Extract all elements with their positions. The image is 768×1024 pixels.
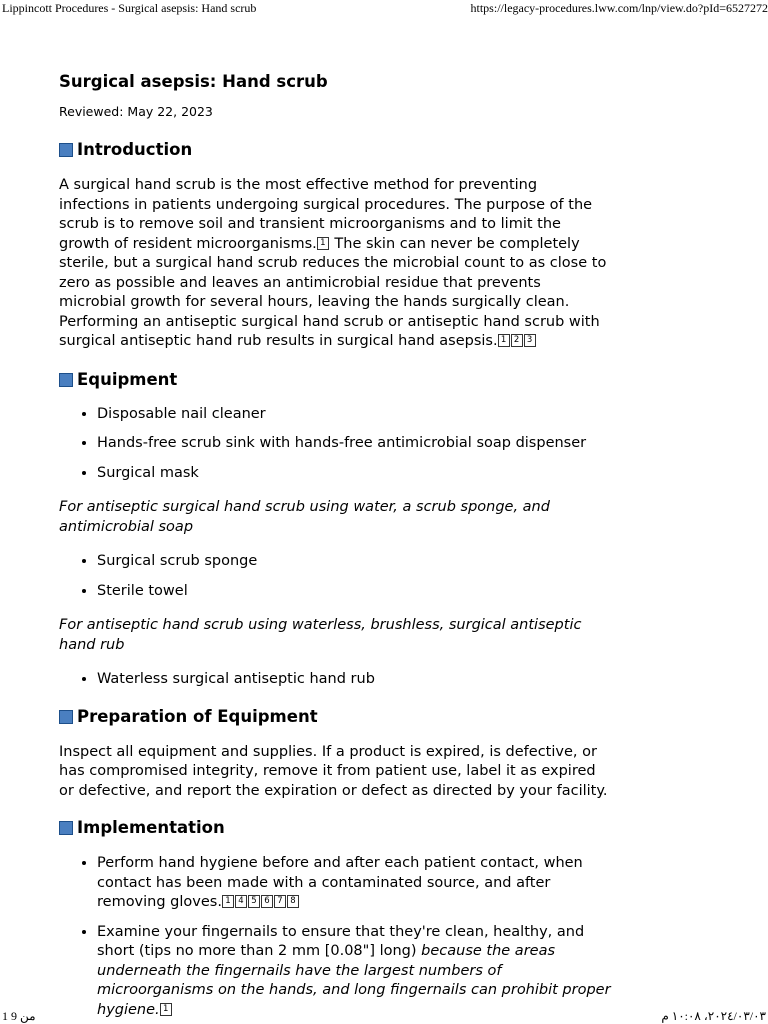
list-item-text: Examine your fingernails to ensure that they're clean, healthy, and short (tips no more than 2 mm [0.08"] long)	[97, 923, 585, 959]
section-heading-preparation	[59, 706, 611, 728]
article-content	[59, 70, 611, 1018]
list-item: • Surgical scrub sponge	[97, 552, 611, 572]
article-title: Surgical asepsis: Hand scrub	[59, 72, 328, 91]
print-datetime: ٢٠٢٤/٠٣/٠٣، ١٠:٠٨ م	[661, 1009, 766, 1023]
equipment-note: For antiseptic hand scrub using waterless, brushless, surgical antiseptic hand rub	[59, 617, 582, 653]
reference-link[interactable]: 1	[160, 1003, 172, 1016]
paragraph-text: A surgical hand scrub is the most effective method for preventing infections in patients undergoing surgical procedures. The purpose of the scrub is to remove soil and transient microorganisms and to limit the growth of resident microorganisms.	[59, 177, 593, 252]
section-square-icon	[59, 373, 73, 387]
list-item: • Surgical mask	[97, 464, 611, 484]
list-item: • Hands-free scrub sink with hands-free antimicrobial soap dispenser	[97, 434, 611, 454]
reference-link[interactable]: 3	[524, 334, 536, 347]
list-item-text: Perform hand hygiene before and after each patient contact, when contact has been made with a contaminated source, and after removing gloves.	[97, 855, 583, 910]
section-heading-equipment	[59, 369, 611, 391]
section-square-icon	[59, 710, 73, 724]
reference-link[interactable]: 1	[222, 895, 234, 908]
preparation-paragraph: Inspect all equipment and supplies. If a product is expired, is defective, or has compromised integrity, remove it from patient use, label it as expired or defective, and report the expiration or defect as directed by your facility.	[59, 743, 608, 799]
section-heading-implementation	[59, 817, 611, 839]
print-header-title: Lippincott Procedures - Surgical asepsis: Hand scrub	[2, 1, 257, 15]
list-item: • Disposable nail cleaner	[97, 405, 611, 425]
reference-link[interactable]: 5	[248, 895, 260, 908]
section-square-icon	[59, 143, 73, 157]
list-item-rationale: because the areas underneath the fingernails have the largest numbers of microorganisms on the hands, and long fingernails can prohibit proper hygiene.	[97, 943, 611, 1018]
page-number: 1 من 9	[2, 1009, 36, 1023]
introduction-paragraph	[59, 176, 611, 352]
section-title: Introduction	[77, 140, 193, 159]
equipment-list	[59, 552, 611, 601]
reviewed-date: Reviewed: May 22, 2023	[59, 104, 213, 119]
reference-link[interactable]: 7	[274, 895, 286, 908]
print-header	[0, 0, 768, 16]
section-title: Implementation	[77, 818, 225, 837]
reference-link[interactable]: 4	[235, 895, 247, 908]
paragraph-text: The skin can never be completely sterile, but a surgical hand scrub reduces the microbial count to as close to zero as possible and leaves an antimicrobial residue that prevents microbial growth for several hours, leaving the hands surgically clean. Performing an antiseptic surgical hand scrub or antiseptic hand scrub with surgical antiseptic hand rub results in surgical hand asepsis.	[59, 235, 607, 349]
reference-link[interactable]: 2	[511, 334, 523, 347]
reference-link[interactable]: 1	[498, 334, 510, 347]
reference-link[interactable]: 8	[287, 895, 299, 908]
reference-link[interactable]: 6	[261, 895, 273, 908]
reference-link[interactable]: 1	[317, 237, 329, 250]
equipment-list	[59, 405, 611, 484]
section-heading-introduction	[59, 139, 611, 161]
section-title: Preparation of Equipment	[77, 706, 318, 726]
implementation-list	[59, 854, 611, 1020]
print-header-url: https://legacy-procedures.lww.com/lnp/view.do?pId=6527272	[470, 1, 768, 15]
list-item: • Sterile towel	[97, 582, 611, 602]
print-footer	[0, 1008, 768, 1024]
list-item: • Waterless surgical antiseptic hand rub	[97, 670, 611, 690]
equipment-list	[59, 670, 611, 690]
equipment-note: For antiseptic surgical hand scrub using water, a scrub sponge, and antimicrobial soap	[59, 499, 550, 535]
section-square-icon	[59, 821, 73, 835]
list-item	[97, 854, 611, 913]
list-item	[97, 923, 611, 1021]
section-title: Equipment	[77, 369, 178, 389]
